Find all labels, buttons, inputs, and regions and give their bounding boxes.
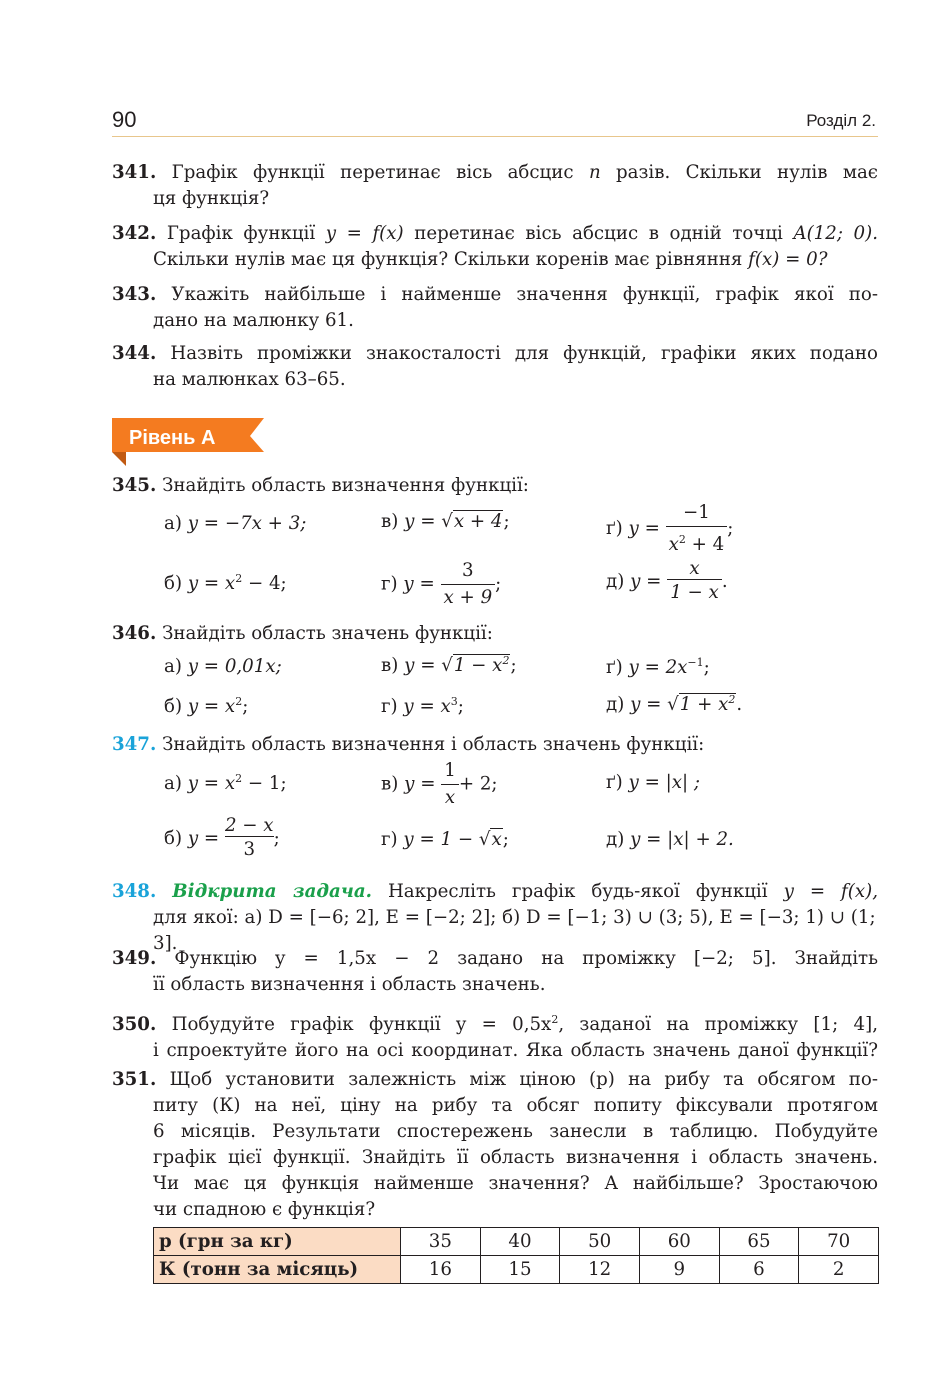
option-345-g2: ґ) y = $\frac{-1}{x^2 + 4}$ ;: [606, 500, 733, 558]
table-cell: 65: [719, 1228, 799, 1256]
table-cell: 12: [560, 1256, 640, 1284]
option-345-v: в) y = √x + 4;: [381, 511, 510, 532]
problem-number: 343.: [112, 284, 157, 305]
level-label: Рівень А: [129, 427, 216, 449]
open-task-label: Відкрита задача.: [172, 881, 372, 902]
problem-number: 351.: [112, 1069, 157, 1090]
problem-350: 350. Побудуйте графік функції $y = 0,5x^2$, заданої на проміжку [1; 4], і спроектуйте його на осі координат. Яка область значень даної функції?: [112, 1013, 878, 1062]
table-cell: 6: [719, 1256, 799, 1284]
row-label-demand: К (тонн за місяць): [154, 1256, 401, 1284]
problem-number: 344.: [112, 343, 157, 364]
price-demand-table: [153, 1227, 879, 1284]
option-347-b: б) $y = \frac{2 - x}{3}$ ;: [164, 815, 280, 863]
option-347-g2: ґ) y = |x| ;: [606, 772, 701, 793]
table-cell: 16: [401, 1256, 481, 1284]
problem-number: 342.: [112, 223, 157, 244]
option-347-a: а) $y = x^2 - 1$;: [164, 772, 287, 795]
problem-346: 346. Знайдіть область значень функції:: [112, 623, 493, 644]
option-347-d: д) y = |x| + 2.: [606, 829, 734, 850]
section-title: Розділ 2.: [806, 111, 876, 130]
table-cell: 2: [799, 1256, 879, 1284]
problem-number: 348.: [112, 881, 157, 902]
option-347-v: в) y = $\frac{1}{x}$ + 2;: [381, 758, 498, 811]
problem-342: 342. Графік функції y = f(x) перетинає вісь абсцис в одній точці A(12; 0). Скільки нулів має ця функція? Скільки коренів має рівняння f(x) = 0?: [112, 223, 878, 270]
option-345-b: б) $y = x^2 - 4$;: [164, 572, 287, 595]
problem-number: 347.: [112, 734, 157, 755]
table-cell: 60: [639, 1228, 719, 1256]
problem-number: 345.: [112, 475, 157, 496]
option-346-a: а) y = 0,01x;: [164, 656, 282, 677]
problem-348: 348. Відкрита задача. Накресліть графік будь-якої функції y = f(x), для якої: а) D = [−6; 2], E = [−2; 2]; б) D = [−1; 3) ∪ (3; 5), E = [−3; 1) ∪ (1; 3].: [112, 881, 878, 954]
level-a-banner: [112, 418, 264, 466]
table-cell: 40: [480, 1228, 560, 1256]
problem-347: 347. Знайдіть область визначення і область значень функції:: [112, 734, 705, 755]
problem-341: 341. Графік функції перетинає вісь абсцис n разів. Скільки нулів має ця функція?: [112, 162, 878, 209]
table-row: [154, 1228, 879, 1256]
option-346-b: б) $y = x^2$;: [164, 695, 249, 718]
option-346-g: г) $y = x^3$;: [381, 695, 464, 718]
table-cell: 35: [401, 1228, 481, 1256]
problem-number: 350.: [112, 1014, 157, 1036]
row-label-price: p (грн за кг): [154, 1228, 401, 1256]
problem-number: 341.: [112, 162, 157, 183]
problem-344: 344. Назвіть проміжки знакосталості для функцій, графіки яких подано на малюнках 63–65.: [112, 343, 878, 390]
option-345-d: д) $y = \frac{x}{1 - x}$ .: [606, 558, 728, 606]
option-345-a: а) y = −7x + 3;: [164, 513, 307, 534]
problem-343: 343. Укажіть найбільше і найменше значення функції, графік якої по- дано на малюнку 61.: [112, 284, 878, 331]
table-cell: 9: [639, 1256, 719, 1284]
problem-number: 349.: [112, 948, 157, 969]
table-cell: 70: [799, 1228, 879, 1256]
problem-number: 346.: [112, 623, 157, 644]
option-347-g: г) y = 1 − √x;: [381, 829, 509, 850]
problem-345: 345. Знайдіть область визначення функції:: [112, 475, 529, 496]
option-346-v: в) $y = √1 - x^2$;: [381, 654, 517, 677]
problem-349: 349. Функцію y = 1,5x − 2 задано на проміжку [−2; 5]. Знайдіть її область визначення і область значень.: [112, 948, 878, 995]
header-rule: [112, 136, 878, 137]
option-346-g2: ґ) $y = 2x^{-1}$;: [606, 656, 710, 679]
option-345-g: г) y = $\frac{3}{x + 9}$ ;: [381, 558, 501, 611]
table-cell: 15: [480, 1256, 560, 1284]
option-346-d: д) $y = √1 + x^2$.: [606, 693, 743, 716]
page-number: 90: [112, 107, 137, 132]
problem-351: 351. Щоб установити залежність між ціною (p) на рибу та обсягом по- питу (К) на неї, ціну на рибу та обсяг попиту фіксували протягом 6 місяців. Результати спостережень занесли в таблицю. Побудуйте графік цієї функції. Знайдіть її область визначення і область значень. Чи має ця функція найменше значення? А найбільше? Зростаючою чи спадною є функція?: [112, 1069, 878, 1220]
table-cell: 50: [560, 1228, 640, 1256]
table-row: [154, 1256, 879, 1284]
